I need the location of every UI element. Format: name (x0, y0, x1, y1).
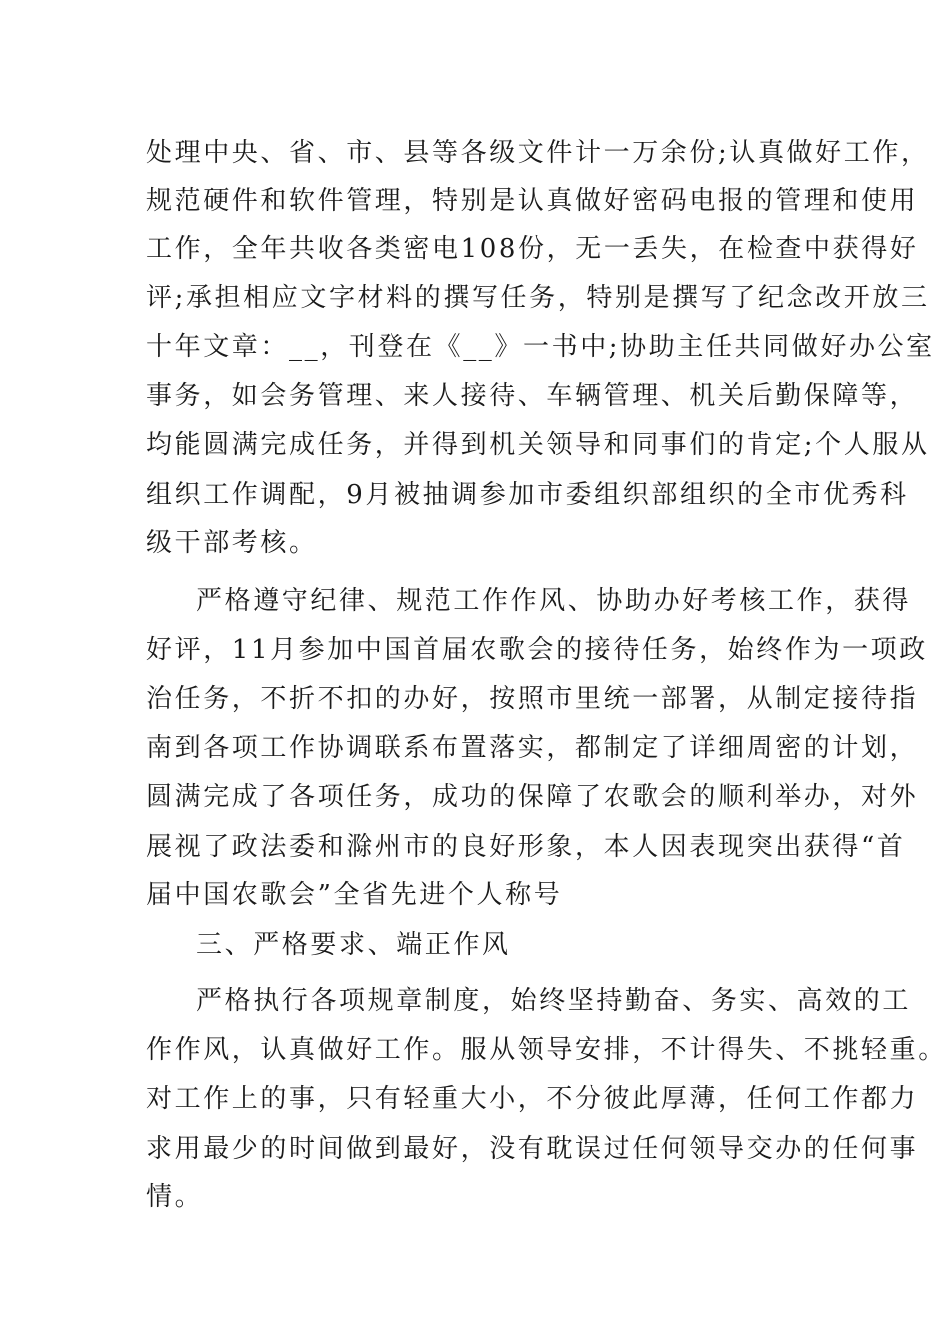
text-line: 工作，全年共收各类密电108份，无一丢失，在检查中获得好 (146, 234, 919, 264)
text-line: 事务，如会务管理、来人接待、车辆管理、机关后勤保障等， (146, 381, 919, 411)
section-heading: 三、严格要求、端正作风 (196, 930, 511, 960)
text-line: 均能圆满完成任务，并得到机关领导和同事们的肯定;个人服从 (146, 430, 930, 460)
text-line: 处理中央、省、市、县等各级文件计一万余份;认真做好工作， (146, 138, 930, 168)
text-line: 严格执行各项规章制度，始终坚持勤奋、务实、高效的工 (196, 986, 912, 1016)
text-line: 届中国农歌会”全省先进个人称号 (146, 880, 563, 910)
text-line: 情。 (146, 1182, 204, 1212)
text-line: 求用最少的时间做到最好，没有耽误过任何领导交办的任何事 (146, 1134, 919, 1164)
text-line: 严格遵守纪律、规范工作作风、协助办好考核工作，获得 (196, 586, 912, 616)
text-line: 好评，11月参加中国首届农歌会的接待任务，始终作为一项政 (146, 635, 928, 665)
text-line: 评;承担相应文字材料的撰写任务，特别是撰写了纪念改开放三 (146, 283, 930, 313)
text-line: 十年文章：__，刊登在《__》一书中;协助主任共同做好办公室 (146, 332, 935, 362)
text-line: 级干部考核。 (146, 528, 318, 558)
text-line: 圆满完成了各项任务，成功的保障了农歌会的顺利举办，对外 (146, 782, 919, 812)
text-line: 南到各项工作协调联系布置落实，都制定了详细周密的计划， (146, 733, 919, 763)
text-line: 组织工作调配，9月被抽调参加市委组织部组织的全市优秀科 (146, 480, 909, 510)
text-line: 作作风，认真做好工作。服从领导安排，不计得失、不挑轻重。 (146, 1035, 947, 1065)
text-line: 对工作上的事，只有轻重大小，不分彼此厚薄，任何工作都力 (146, 1084, 919, 1114)
text-line: 展视了政法委和滁州市的良好形象，本人因表现突出获得“首 (146, 832, 906, 862)
text-line: 规范硬件和软件管理，特别是认真做好密码电报的管理和使用 (146, 186, 919, 216)
text-line: 治任务，不折不扣的办好，按照市里统一部署，从制定接待指 (146, 684, 919, 714)
